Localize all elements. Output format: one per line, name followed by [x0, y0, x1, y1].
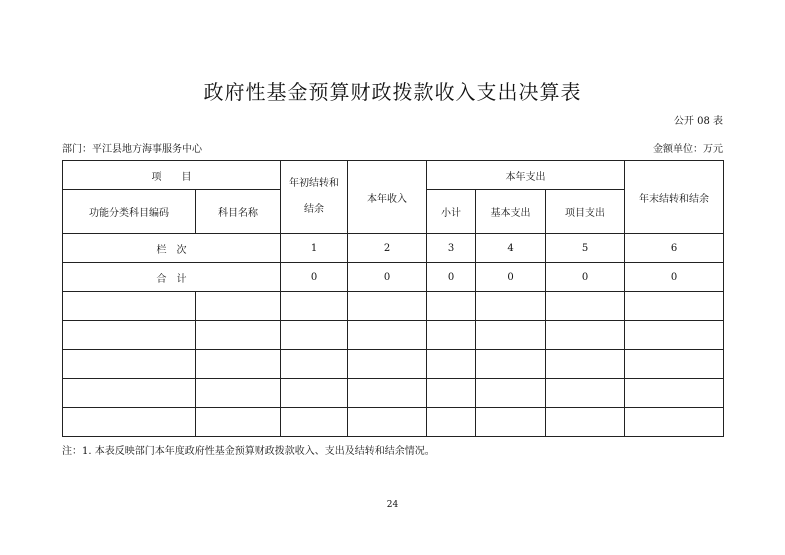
table-cell: [281, 292, 348, 321]
unit-label: 金额单位：万元: [653, 144, 723, 155]
column-number-row: [63, 234, 724, 263]
table-cell: [196, 408, 281, 437]
column-number: 6: [625, 234, 724, 263]
table-cell: [348, 379, 427, 408]
table-cell: [63, 408, 196, 437]
column-number: 5: [546, 234, 625, 263]
header-subtotal: 小计: [427, 190, 476, 234]
department-label: 部门：平江县地方海事服务中心: [62, 144, 202, 155]
table-cell: [196, 292, 281, 321]
table-cell: [348, 321, 427, 350]
table-cell: [427, 408, 476, 437]
column-number: 1: [281, 234, 348, 263]
footnote: 注：1. 本表反映部门本年度政府性基金预算财政拨款收入、支出及结转和结余情况。: [62, 446, 435, 457]
page-title: 政府性基金预算财政拨款收入支出决算表: [203, 80, 582, 104]
table-cell: [476, 379, 546, 408]
table-cell: [427, 292, 476, 321]
header-func-code: 功能分类科目编码: [63, 190, 196, 234]
table-cell: [63, 292, 196, 321]
column-number: 2: [348, 234, 427, 263]
table-cell: [625, 292, 724, 321]
table-cell: [63, 379, 196, 408]
table-cell: [546, 408, 625, 437]
table-cell: [427, 350, 476, 379]
table-cell: [427, 379, 476, 408]
table-cell: [281, 379, 348, 408]
table-row: [63, 408, 724, 437]
total-row: [63, 263, 724, 292]
table-cell: [476, 350, 546, 379]
form-code: 公开 08 表: [673, 116, 723, 127]
table-cell: [348, 408, 427, 437]
table-row: [63, 321, 724, 350]
budget-table: [62, 160, 724, 437]
column-number: 3: [427, 234, 476, 263]
table-cell: [196, 379, 281, 408]
table-cell: [476, 408, 546, 437]
header-basic: 基本支出: [476, 190, 546, 234]
table-cell: [625, 408, 724, 437]
table-cell: [625, 350, 724, 379]
table-cell: [196, 350, 281, 379]
table-cell: [625, 321, 724, 350]
table-row: [63, 292, 724, 321]
table-cell: [348, 292, 427, 321]
total-row-label: 合 计: [63, 263, 281, 292]
header-project: 项 目: [63, 161, 281, 190]
table-row: [63, 379, 724, 408]
table-cell: [546, 321, 625, 350]
table-cell: [625, 379, 724, 408]
total-value: 0: [281, 263, 348, 292]
table-cell: [196, 321, 281, 350]
header-project-exp: 项目支出: [546, 190, 625, 234]
total-value: 0: [546, 263, 625, 292]
column-number: 4: [476, 234, 546, 263]
table-cell: [476, 321, 546, 350]
total-value: 0: [476, 263, 546, 292]
table-cell: [281, 321, 348, 350]
header-end-balance: 年末结转和结余: [625, 161, 724, 234]
table-cell: [427, 321, 476, 350]
table-cell: [546, 379, 625, 408]
table-cell: [63, 350, 196, 379]
header-begin-balance: 年初结转和结余: [281, 161, 348, 234]
page-number: 24: [386, 500, 399, 510]
column-row-label: 栏 次: [63, 234, 281, 263]
table-cell: [348, 350, 427, 379]
total-value: 0: [427, 263, 476, 292]
header-row-1: [63, 161, 724, 190]
table-cell: [546, 292, 625, 321]
total-value: 0: [625, 263, 724, 292]
table-row: [63, 350, 724, 379]
table-cell: [546, 350, 625, 379]
table-cell: [281, 408, 348, 437]
header-income: 本年收入: [348, 161, 427, 234]
table-cell: [281, 350, 348, 379]
table-cell: [63, 321, 196, 350]
header-expenditure: 本年支出: [427, 161, 625, 190]
header-subject-name: 科目名称: [196, 190, 281, 234]
total-value: 0: [348, 263, 427, 292]
table-cell: [476, 292, 546, 321]
